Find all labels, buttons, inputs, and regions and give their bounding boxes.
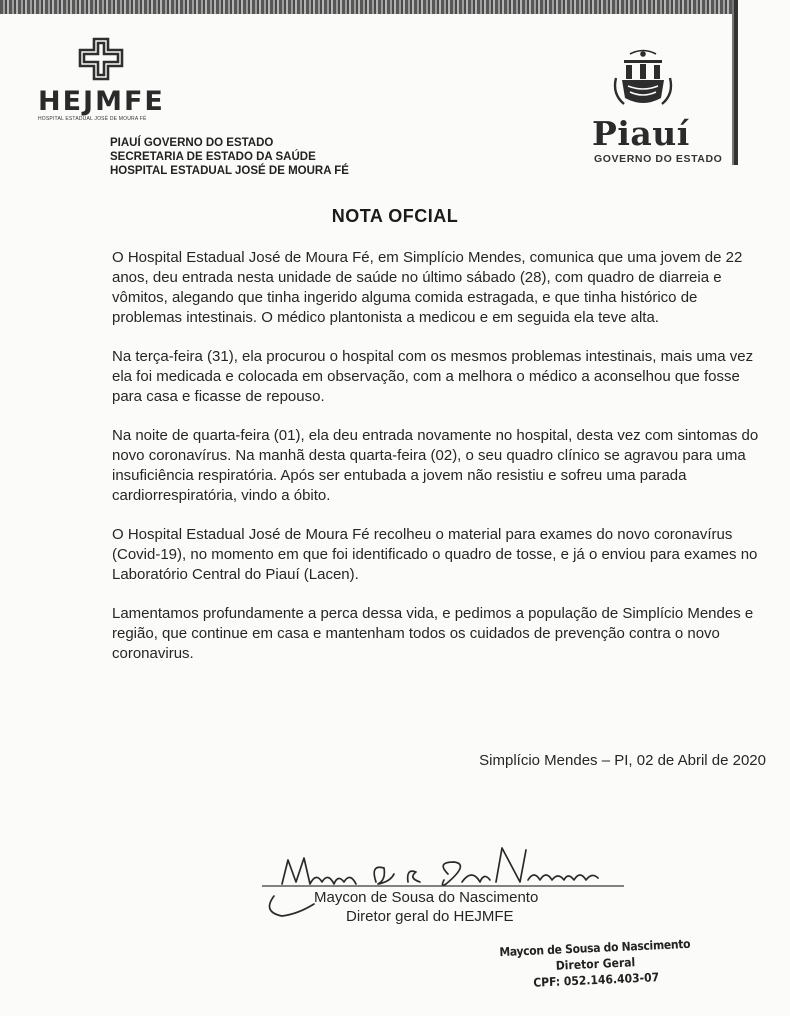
signer-name: Maycon de Sousa do Nascimento — [314, 889, 539, 906]
letterhead-text — [110, 136, 349, 178]
paragraph: Lamentamos profundamente a perca dessa vida, e pedimos a população de Simplício Mendes e região, que continue em casa e mantenham todos os cuidados de prevenção contra o novo coronavirus. — [112, 605, 754, 662]
paragraph: O Hospital Estadual José de Moura Fé, em Simplício Mendes, comunica que uma jovem de 22 anos, deu entrada nesta unidade de saúde no último sábado (28), com quadro de diarreia e vômitos, alegando que tinha ingerido alguma comida estragada, e que tinha histórico de problemas intestinais. O médico plantonista a medicou e em seguida ela teve alta. — [112, 249, 743, 326]
scan-edge-top — [0, 0, 738, 14]
hospital-logo — [34, 36, 184, 126]
state-name: Piauí — [592, 114, 690, 153]
signer-role: Diretor geral do HEJMFE — [346, 908, 514, 925]
hospital-brand-subtitle: HOSPITAL ESTADUAL JOSÉ DE MOURA FÉ — [38, 116, 147, 122]
paragraph: Na noite de quarta-feira (01), ela deu entrada novamente no hospital, desta vez com sintomas do novo coronavírus. Na manhã desta quarta-feira (02), o seu quadro clínico se agravou para uma insuficiência respiratória. Após ser entubada a jovem não resistiu e sofreu uma parada cardiorrespiratória, vindo a óbito. — [112, 427, 759, 504]
dateline: Simplício Mendes – PI, 02 de Abril de 2020 — [479, 752, 766, 769]
paragraph: Na terça-feira (31), ela procurou o hospital com os mesmos problemas intestinais, mais uma vez ela foi medicada e colocada em observação, com a melhora o médico a aconselhou que fosse para casa e ficasse de repouso. — [112, 348, 754, 405]
stamp-name: Maycon de Sousa do Nascimento — [499, 936, 691, 960]
stamp-role: Diretor Geral — [555, 955, 636, 973]
signer-block — [314, 888, 538, 926]
state-crest-icon — [608, 48, 678, 112]
document-title: NOTA OFCIAL — [331, 206, 459, 226]
state-logo — [586, 48, 723, 168]
letterhead-line: SECRETARIA DE ESTADO DA SAÚDE — [110, 151, 316, 163]
letterhead-line: HOSPITAL ESTADUAL JOSÉ DE MOURA FÉ — [110, 165, 349, 177]
medical-cross-icon — [74, 36, 128, 82]
state-subtitle: GOVERNO DO ESTADO — [594, 153, 723, 165]
letterhead-line: PIAUÍ GOVERNO DO ESTADO — [110, 137, 274, 149]
director-stamp — [499, 936, 692, 992]
hospital-brand: HEJMFE — [38, 86, 165, 117]
stamp-cpf: CPF: 052.146.403-07 — [532, 970, 660, 990]
scan-edge-right — [732, 0, 738, 165]
paragraph: O Hospital Estadual José de Moura Fé recolheu o material para exames do novo coronavírus (Covid-19), no momento em que foi identificado o quadro de tosse, e já o enviou para exames no Laboratório Central do Piauí (Lacen). — [112, 526, 758, 583]
document-body — [112, 248, 762, 683]
